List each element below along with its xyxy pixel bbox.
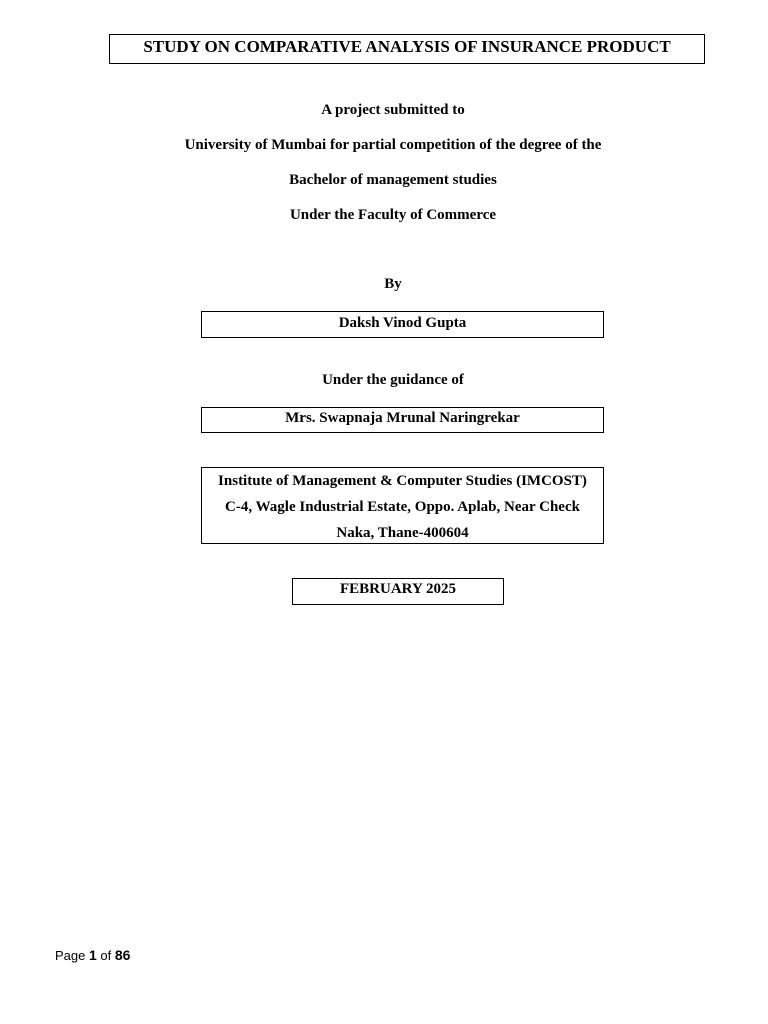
university-line: University of Mumbai for partial competition of the degree of the <box>184 137 602 153</box>
project-title: STUDY ON COMPARATIVE ANALYSIS OF INSURANCE PRODUCT <box>109 34 705 64</box>
total-pages-number: 86 <box>114 947 131 963</box>
guidance-label: Under the guidance of <box>322 372 464 388</box>
page-footer <box>55 946 130 965</box>
institute-box <box>201 467 604 544</box>
student-name: Daksh Vinod Gupta <box>201 311 604 338</box>
institute-address-line-1: C-4, Wagle Industrial Estate, Oppo. Aplab, Near Check <box>225 499 580 515</box>
submitted-to-line: A project submitted to <box>321 102 465 118</box>
institute-name: Institute of Management & Computer Studies (IMCOST) <box>218 473 587 489</box>
guide-name: Mrs. Swapnaja Mrunal Naringrekar <box>201 407 604 433</box>
page-word: Page <box>55 948 86 963</box>
by-label: By <box>384 276 402 292</box>
faculty-line: Under the Faculty of Commerce <box>289 207 497 223</box>
of-word: of <box>100 948 112 963</box>
degree-line: Bachelor of management studies <box>289 172 497 188</box>
institute-address-line-2: Naka, Thane-400604 <box>336 525 469 541</box>
current-page-number: 1 <box>89 947 97 963</box>
submission-date: FEBRUARY 2025 <box>292 578 504 605</box>
